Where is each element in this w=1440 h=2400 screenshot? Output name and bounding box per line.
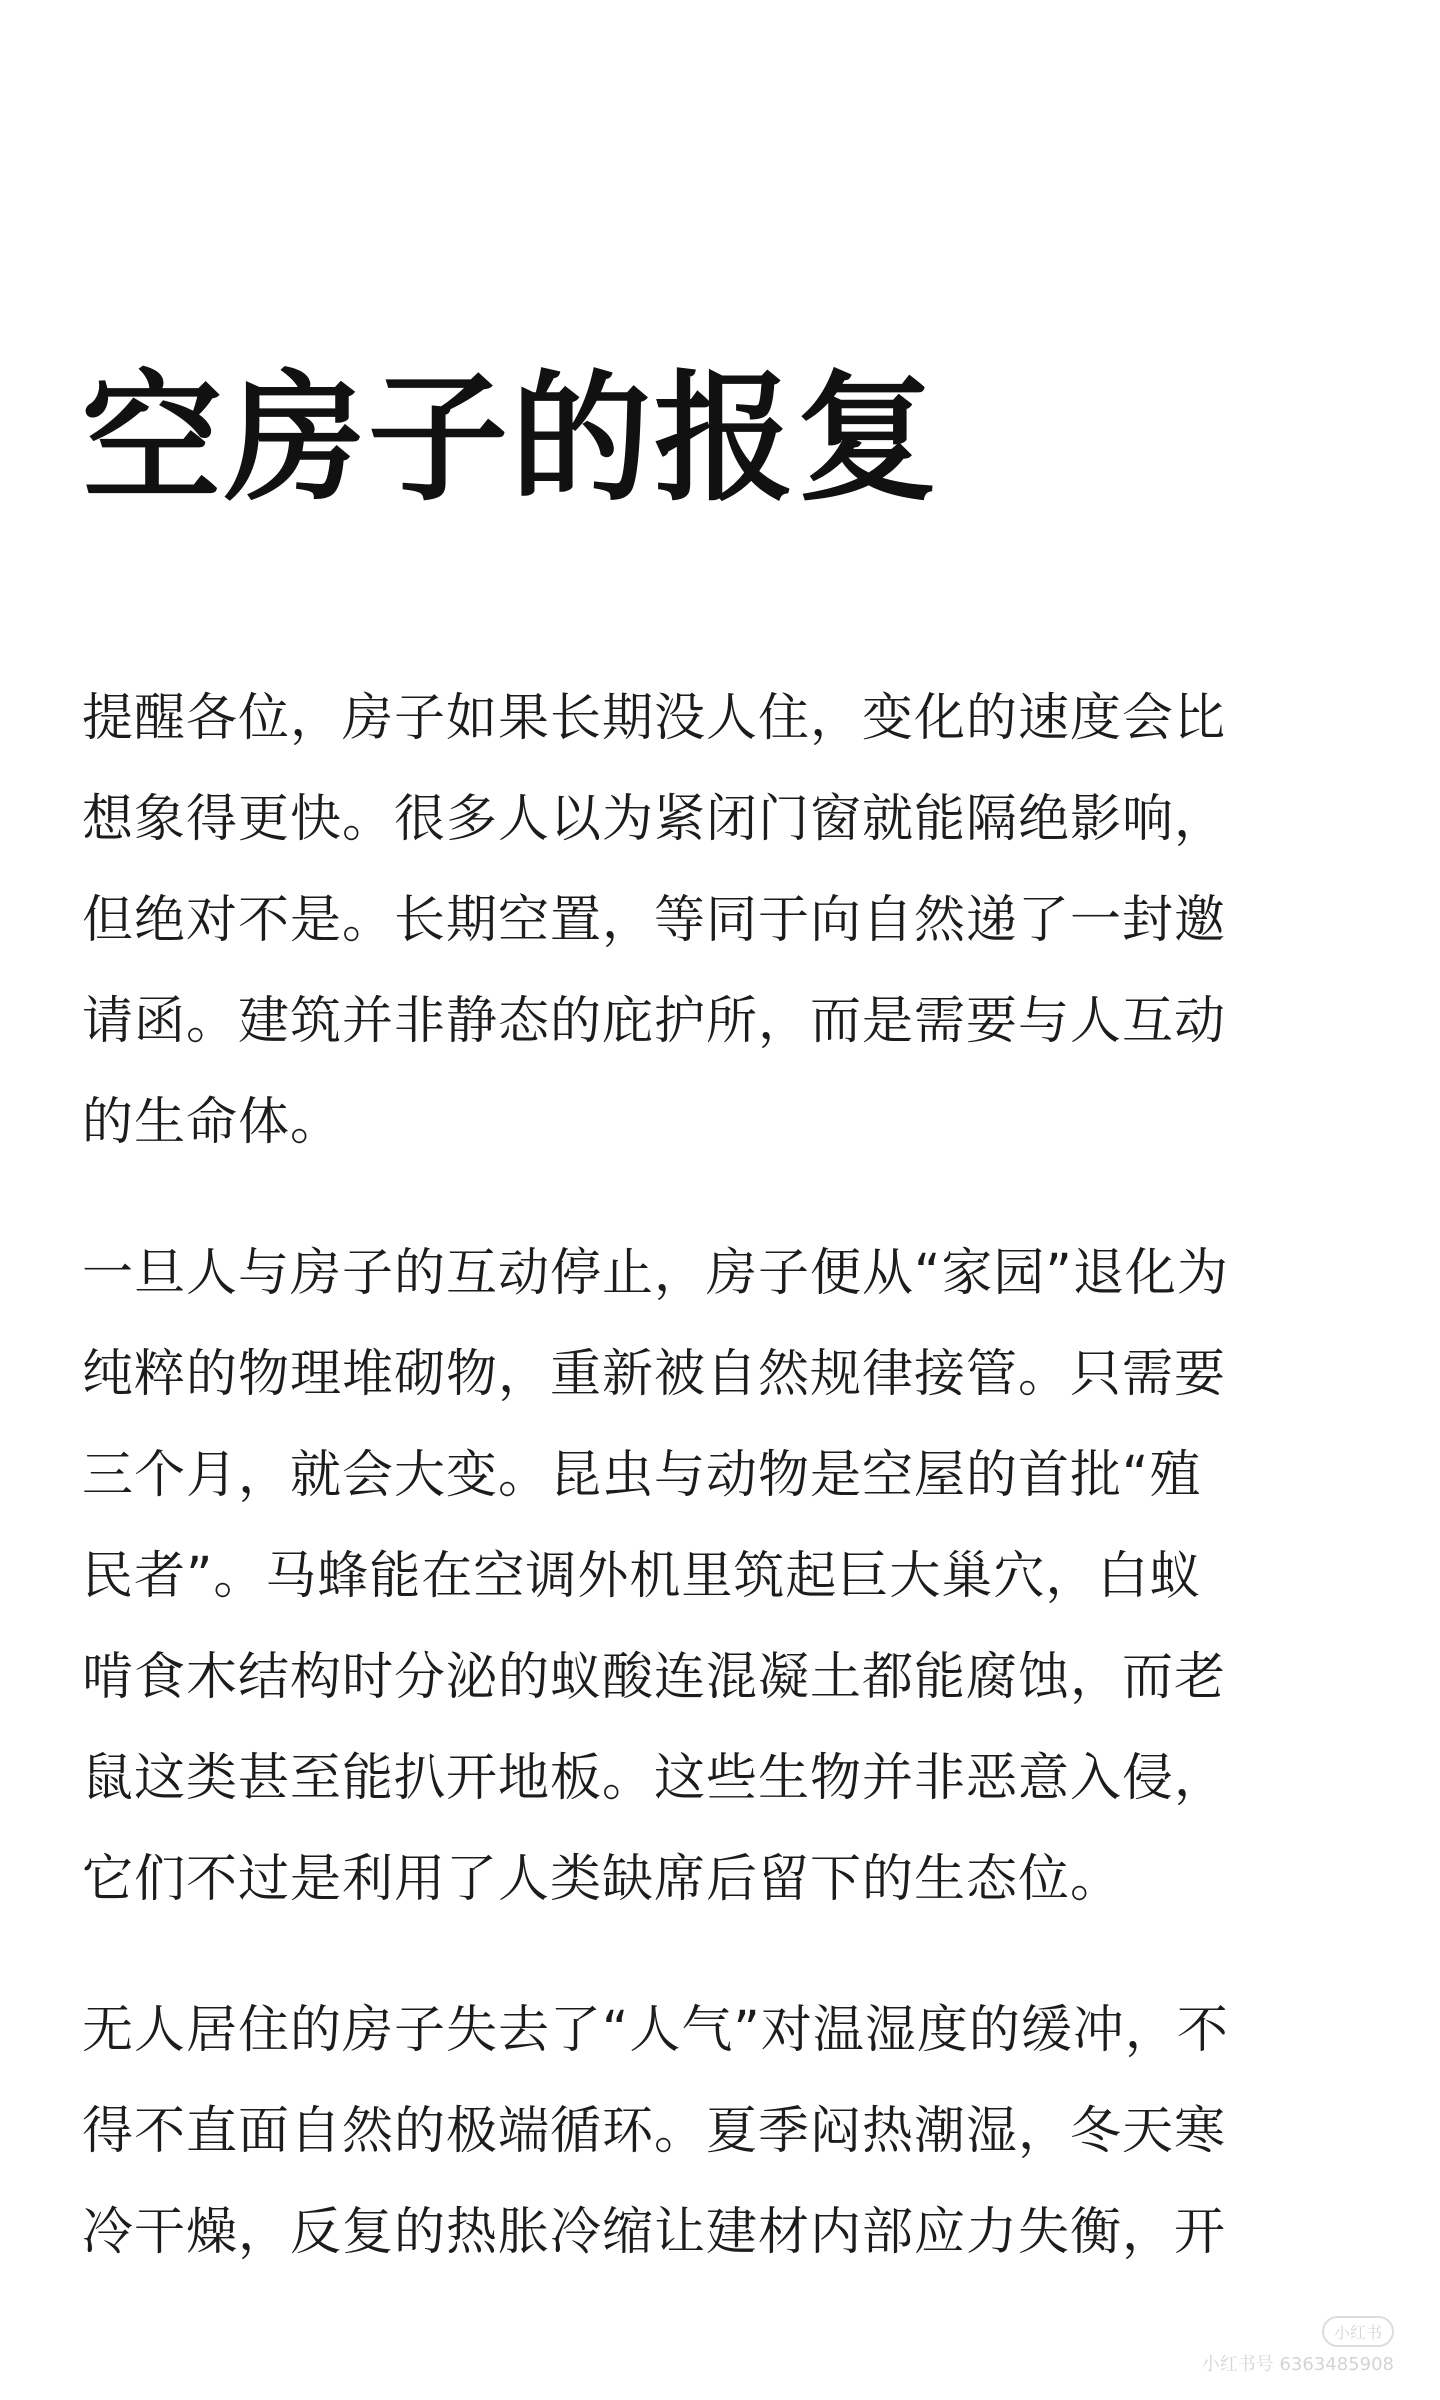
text-line: 无人居住的房子失去了“人气”对温湿度的缓冲，不 bbox=[82, 2001, 1229, 2060]
text-line: 纯粹的物理堆砌物，重新被自然规律接管。只需要 bbox=[82, 1345, 1227, 1404]
text-line: 它们不过是利用了人类缺席后留下的生态位。 bbox=[82, 1850, 1123, 1909]
text-line: 冷干燥，反复的热胀冷缩让建材内部应力失衡，开 bbox=[82, 2203, 1227, 2262]
watermark bbox=[1130, 2316, 1410, 2376]
text-line: 民者”。马蜂能在空调外机里筑起巨大巢穴，白蚁 bbox=[82, 1547, 1202, 1606]
text-line: 得不直面自然的极端循环。夏季闷热潮湿，冬天寒 bbox=[82, 2102, 1227, 2161]
text-line: 请函。建筑并非静态的庇护所，而是需要与人互动 bbox=[82, 992, 1227, 1051]
text-line: 鼠这类甚至能扒开地板。这些生物并非恶意入侵， bbox=[82, 1749, 1227, 1808]
paragraph-2 bbox=[82, 1223, 1372, 1930]
text-line: 三个月，就会大变。昆虫与动物是空屋的首批“殖 bbox=[82, 1446, 1202, 1505]
article-title: 空房子的报复 bbox=[82, 358, 941, 521]
text-line: 提醒各位，房子如果长期没人住，变化的速度会比 bbox=[82, 689, 1227, 748]
text-line: 的生命体。 bbox=[82, 1093, 343, 1152]
text-line: 但绝对不是。长期空置，等同于向自然递了一封邀 bbox=[82, 891, 1227, 950]
watermark-id: 小红书号 6363485908 bbox=[1201, 2354, 1394, 2375]
text-line: 啃食木结构时分泌的蚁酸连混凝土都能腐蚀，而老 bbox=[82, 1648, 1227, 1707]
watermark-logo: 小红书 bbox=[1322, 2316, 1394, 2347]
paragraph-1 bbox=[82, 668, 1372, 1173]
paragraph-3 bbox=[82, 1980, 1372, 2283]
text-line: 一旦人与房子的互动停止，房子便从“家园”退化为 bbox=[82, 1244, 1229, 1303]
article-body bbox=[82, 668, 1372, 2333]
text-line: 想象得更快。很多人以为紧闭门窗就能隔绝影响， bbox=[82, 790, 1227, 849]
